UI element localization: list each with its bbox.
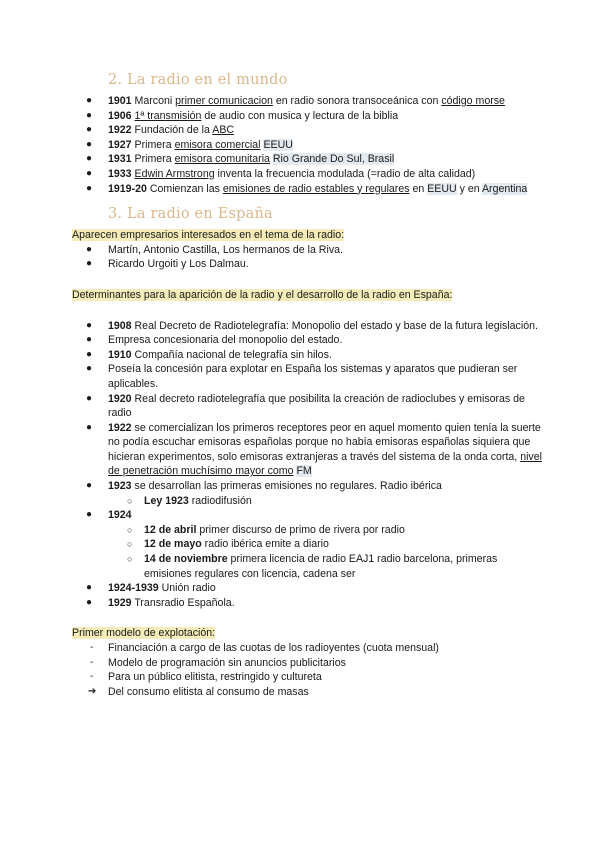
list-item <box>72 182 542 197</box>
highlight: EEUU <box>263 138 293 151</box>
list-item <box>72 333 542 348</box>
list-item <box>72 138 542 153</box>
bold-text: 12 de mayo <box>144 538 202 551</box>
bullet-icon: ● <box>86 596 93 608</box>
year: 1920 <box>108 392 132 405</box>
year: 1929 <box>108 596 132 609</box>
sub-list-item <box>72 523 542 538</box>
year: 1922 <box>108 124 132 137</box>
sub-list <box>72 494 542 509</box>
empresarios-list <box>72 243 542 272</box>
bullet-icon: ● <box>86 124 93 136</box>
section-3-title: 3. La radio en España <box>108 206 273 223</box>
text: Primera <box>131 138 175 151</box>
list-item <box>72 392 542 421</box>
bullet-icon: ● <box>86 582 93 594</box>
dash-bullet-icon: - <box>90 671 94 683</box>
bullet-icon: ● <box>86 421 93 433</box>
text: Marconi <box>131 95 176 107</box>
text: Primera <box>131 153 175 166</box>
bullet-icon: ● <box>86 319 93 331</box>
section-2-title: 2. La radio en el mundo <box>108 72 288 88</box>
modelo-heading <box>72 626 542 641</box>
text: Transradio Española. <box>131 596 235 609</box>
determinantes-list <box>72 319 542 611</box>
text: Comienzan las <box>146 182 223 195</box>
year: 1906 <box>108 109 132 122</box>
text: radio ibérica emite a diario <box>201 538 329 551</box>
text: Real Decreto de Radiotelegrafía: Monopolio del estado y base de la futura legislación. <box>131 319 538 332</box>
list-item <box>72 362 542 391</box>
list-item <box>72 152 542 167</box>
text: y en <box>456 182 482 195</box>
circle-bullet-icon: ○ <box>127 495 133 506</box>
year: 1931 <box>108 153 132 166</box>
text: se comercializan los primeros receptores peor en aquel momento quien tenía la suerte no podía escuchar emisoras españolas porque no había emisoras españolas siquiera que hicieran experimentos, solo emisoras extranjeras a través del sistema de la onda corta, <box>108 421 541 463</box>
text: Financiación a cargo de las cuotas de los radioyentes (cuota mensual) <box>108 642 439 654</box>
text: Poseía la concesión para explotar en España los sistemas y aparatos que pudieran ser aplicables. <box>108 363 518 390</box>
text: en radio sonora transoceánica con <box>272 95 442 107</box>
text: Compañía nacional de telegrafía sin hilos. <box>131 348 332 361</box>
list-item <box>72 167 542 182</box>
highlighted-heading: Determinantes para la aparición de la radio y el desarrollo de la radio en España: <box>72 288 453 301</box>
list-item <box>72 596 542 611</box>
list-item <box>72 656 542 671</box>
list-item <box>72 581 542 596</box>
bullet-icon: ● <box>86 509 93 521</box>
list-item <box>72 319 542 334</box>
bullet-icon: ● <box>86 95 93 106</box>
dash-bullet-icon: - <box>90 642 94 653</box>
year: 1922 <box>108 421 132 434</box>
text: Empresa concesionaria del monopolio del estado. <box>108 334 343 347</box>
highlighted-heading: Primer modelo de explotación: <box>72 627 216 640</box>
link[interactable]: Edwin Armstrong <box>134 167 215 180</box>
bullet-icon: ● <box>86 153 93 165</box>
list-item <box>72 109 542 124</box>
text: primera licencia de radio EAJ1 radio barcelona, primeras emisiones regulares con licencia, cadena ser <box>144 553 498 580</box>
sub-list-item <box>72 494 542 509</box>
text: en <box>409 182 428 195</box>
bold-text: Ley 1923 <box>144 494 189 507</box>
link[interactable]: emisora comercial <box>174 138 261 151</box>
dash-bullet-icon: - <box>90 656 94 668</box>
highlight: EEUU <box>427 182 457 195</box>
list-item <box>72 508 542 581</box>
highlighted-heading: Aparecen empresarios interesados en el tema de la radio: <box>72 229 345 242</box>
text: inventa la frecuencia modulada (=radio de alta calidad) <box>214 167 476 180</box>
arrow-bullet-icon: ➔ <box>88 685 97 697</box>
world-radio-list <box>72 94 542 196</box>
year: 1927 <box>108 138 132 151</box>
list-item <box>72 94 542 109</box>
bullet-icon: ● <box>86 334 93 346</box>
link[interactable]: nivel de penetración muchísimo mayor como <box>108 450 542 478</box>
link[interactable]: código morse <box>441 95 505 107</box>
text: Fundación de la <box>131 124 213 137</box>
link[interactable]: primer comunicacion <box>175 95 273 107</box>
link[interactable]: ABC <box>212 124 235 137</box>
sub-list <box>72 523 542 581</box>
text: de audio con musica y lectura de la biblia <box>201 109 399 122</box>
circle-bullet-icon: ○ <box>127 539 133 550</box>
list-item <box>72 479 542 508</box>
text: radiodifusión <box>188 494 252 507</box>
text: primer discurso de primo de rivera por radio <box>196 523 405 536</box>
text: Real decreto radiotelegrafía que posibilita la creación de radioclubes y emisoras de radio <box>108 392 525 420</box>
list-item <box>72 641 542 656</box>
bullet-icon: ● <box>86 109 93 121</box>
highlight: Argentina <box>481 182 528 195</box>
bullet-icon: ● <box>86 138 93 150</box>
list-item <box>72 685 542 700</box>
modelo-list <box>72 641 542 699</box>
year: 1933 <box>108 167 132 180</box>
determinantes-heading <box>72 288 542 303</box>
list-item <box>72 348 542 363</box>
document-content <box>72 70 542 699</box>
link[interactable]: emisiones de radio estables y regulares <box>222 182 410 195</box>
circle-bullet-icon: ○ <box>127 554 133 565</box>
list-item <box>72 123 542 138</box>
link[interactable]: emisora comunitaria <box>174 153 270 166</box>
list-item <box>72 670 542 685</box>
year: 1901 <box>108 95 132 107</box>
bullet-icon: ● <box>86 363 93 375</box>
bullet-icon: ● <box>86 258 93 270</box>
year: 1924 <box>108 509 132 522</box>
text: Martín, Antonio Castilla, Los hermanos de la Riva. <box>108 243 343 256</box>
bold-text: 14 de noviembre <box>144 553 228 566</box>
bold-text: 12 de abril <box>144 523 197 536</box>
highlight: Rio Grande Do Sul, Brasil <box>272 153 395 166</box>
text: se desarrollan las primeras emisiones no regulares. Radio ibérica <box>131 480 442 493</box>
year: 1910 <box>108 348 132 361</box>
empresarios-heading <box>72 228 542 243</box>
text: Ricardo Urgoiti y Los Dalmau. <box>108 258 249 271</box>
list-item <box>72 421 542 479</box>
bullet-icon: ● <box>86 182 93 194</box>
text: Del consumo elitista al consumo de masas <box>108 685 309 698</box>
link[interactable]: 1ª transmisión <box>134 109 202 122</box>
year: 1924-1939 <box>108 582 159 595</box>
text: Unión radio <box>158 582 216 595</box>
text: Para un público elitista, restringido y cultureta <box>108 671 322 684</box>
sub-list-item <box>72 552 542 581</box>
bullet-icon: ● <box>86 392 93 404</box>
bullet-icon: ● <box>86 348 93 360</box>
circle-bullet-icon: ○ <box>127 524 133 535</box>
year: 1908 <box>108 319 132 332</box>
text: Modelo de programación sin anuncios publicitarios <box>108 656 346 669</box>
bullet-icon: ● <box>86 243 93 255</box>
list-item <box>72 243 542 258</box>
bullet-icon: ● <box>86 167 93 179</box>
sub-list-item <box>72 537 542 552</box>
bullet-icon: ● <box>86 480 93 492</box>
list-item <box>72 257 542 272</box>
year: 1919-20 <box>108 182 147 195</box>
year: 1923 <box>108 480 132 493</box>
highlight: FM <box>296 465 312 478</box>
